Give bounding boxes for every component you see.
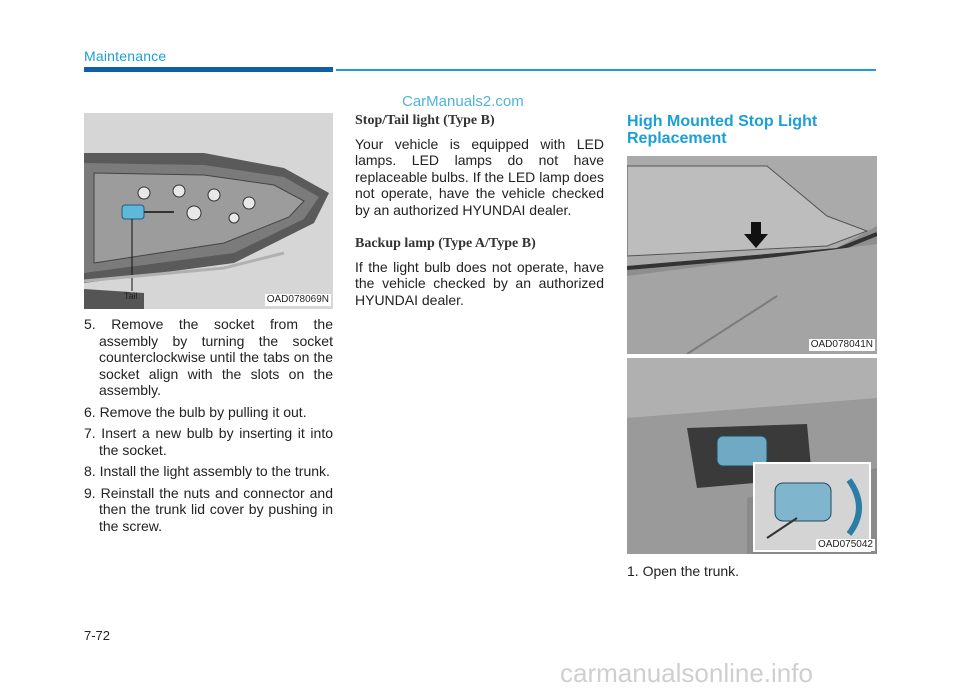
- trunk-illustration: [627, 156, 877, 354]
- section-heading: High Mounted Stop Light Replacement: [627, 113, 818, 147]
- header-rule-light: [336, 69, 876, 71]
- backup-text: If the light bulb does not operate, have the vehicle checked by an authorized HYUNDAI dealer.: [355, 258, 604, 308]
- left-column: [84, 316, 333, 539]
- figure-code-2: OAD075042: [817, 539, 873, 550]
- footer-site[interactable]: carmanualsonline.info: [560, 658, 813, 688]
- tail-callout-label: Tail: [124, 291, 138, 301]
- right-heading-block: [627, 113, 877, 147]
- section-header: Maintenance: [84, 48, 167, 64]
- stop-light-illustration: [627, 358, 877, 554]
- tail-light-illustration: [84, 113, 333, 309]
- watermark[interactable]: CarManuals2.com: [402, 93, 524, 110]
- header-rule-dark: [84, 67, 333, 72]
- middle-column: [355, 113, 604, 326]
- page-number: 7-72: [84, 628, 111, 643]
- step-list: [84, 316, 333, 534]
- stop-tail-text: Your vehicle is equipped with LED lamps. LED lamps do not have replaceable bulbs. If the LED lamp does not operate, have the vehicle checked by an authorized HYUNDAI dealer.: [355, 135, 604, 218]
- right-step: [627, 563, 877, 580]
- stop-tail-heading: Stop/Tail light (Type B): [355, 113, 495, 128]
- tail-light-figure: [84, 113, 333, 309]
- step-8: 8. Install the light assembly to the trunk.: [84, 463, 330, 479]
- figure-code: OAD078069N: [266, 294, 329, 305]
- figure-code-1: OAD078041N: [810, 339, 873, 350]
- backup-heading: Backup lamp (Type A/Type B): [355, 236, 536, 251]
- step-1: 1. Open the trunk.: [627, 563, 740, 579]
- step-7: 7. Insert a new bulb by inserting it into the socket.: [84, 425, 333, 458]
- step-9: 9. Reinstall the nuts and connector and then the trunk lid cover by pushing in the screw.: [84, 484, 333, 534]
- stop-light-figure: [627, 358, 877, 554]
- trunk-figure: [627, 156, 877, 354]
- step-5: 5. Remove the socket from the assembly by turning the socket counterclockwise until the tabs on the socket align with the slots on the assembly.: [84, 316, 333, 398]
- step-6: 6. Remove the bulb by pulling it out.: [84, 403, 307, 420]
